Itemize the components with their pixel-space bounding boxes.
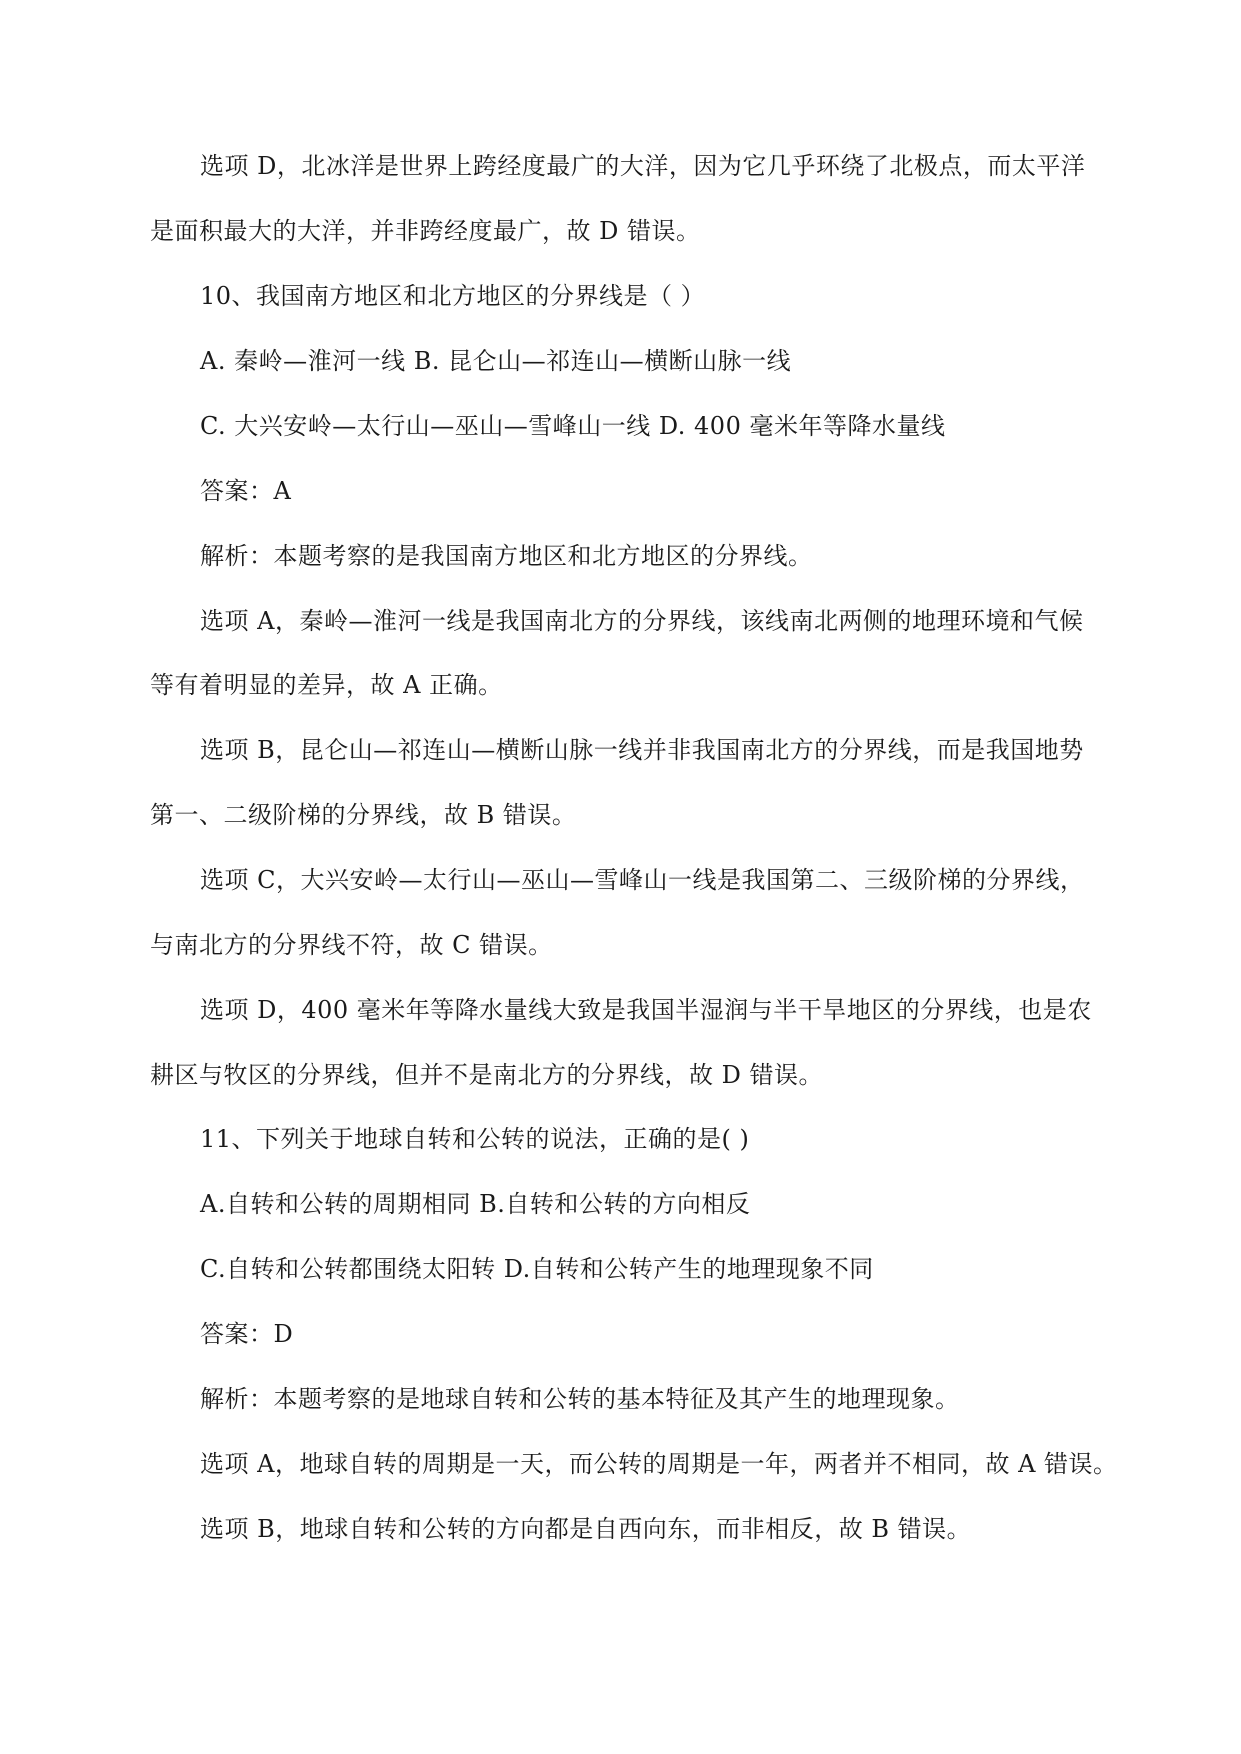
option-line: C. 大兴安岭—太行山—巫山—雪峰山一线 D. 400 毫米年等降水量线 bbox=[200, 412, 946, 440]
analysis-line: 解析：本题考察的是地球自转和公转的基本特征及其产生的地理现象。 bbox=[200, 1385, 960, 1413]
paragraph-line: 选项 B，地球自转和公转的方向都是自西向东，而非相反，故 B 错误。 bbox=[200, 1515, 972, 1543]
paragraph-line: 等有着明显的差异，故 A 正确。 bbox=[150, 671, 503, 699]
option-line: A.自转和公转的周期相同 B.自转和公转的方向相反 bbox=[200, 1190, 751, 1218]
paragraph-line: 第一、二级阶梯的分界线，故 B 错误。 bbox=[150, 801, 577, 829]
option-line: C.自转和公转都围绕太阳转 D.自转和公转产生的地理现象不同 bbox=[200, 1255, 874, 1283]
paragraph-line: 耕区与牧区的分界线，但并不是南北方的分界线，故 D 错误。 bbox=[150, 1061, 823, 1089]
paragraph-line: 与南北方的分界线不符，故 C 错误。 bbox=[150, 931, 553, 959]
paragraph-line: 是面积最大的大洋，并非跨经度最广，故 D 错误。 bbox=[150, 217, 701, 245]
answer-line: 答案：A bbox=[200, 477, 292, 505]
paragraph-line: 选项 D，400 毫米年等降水量线大致是我国半湿润与半干旱地区的分界线，也是农 bbox=[200, 996, 1092, 1024]
question-title: 10、我国南方地区和北方地区的分界线是（ ） bbox=[200, 282, 706, 310]
paragraph-line: 选项 C，大兴安岭—太行山—巫山—雪峰山一线是我国第二、三级阶梯的分界线， bbox=[200, 866, 1085, 894]
analysis-line: 解析：本题考察的是我国南方地区和北方地区的分界线。 bbox=[200, 542, 813, 570]
paragraph-line: 选项 A，地球自转的周期是一天，而公转的周期是一年，两者并不相同，故 A 错误。 bbox=[200, 1450, 1118, 1478]
question-title: 11、下列关于地球自转和公转的说法，正确的是( ) bbox=[200, 1125, 750, 1153]
paragraph-line: 选项 D，北冰洋是世界上跨经度最广的大洋，因为它几乎环绕了北极点，而太平洋 bbox=[200, 152, 1086, 180]
paragraph-line: 选项 A，秦岭—淮河一线是我国南北方的分界线，该线南北两侧的地理环境和气候 bbox=[200, 607, 1084, 635]
paragraph-line: 选项 B，昆仑山—祁连山—横断山脉一线并非我国南北方的分界线，而是我国地势 bbox=[200, 736, 1084, 764]
option-line: A. 秦岭—淮河一线 B. 昆仑山—祁连山—横断山脉一线 bbox=[200, 347, 792, 375]
answer-line: 答案：D bbox=[200, 1320, 294, 1348]
